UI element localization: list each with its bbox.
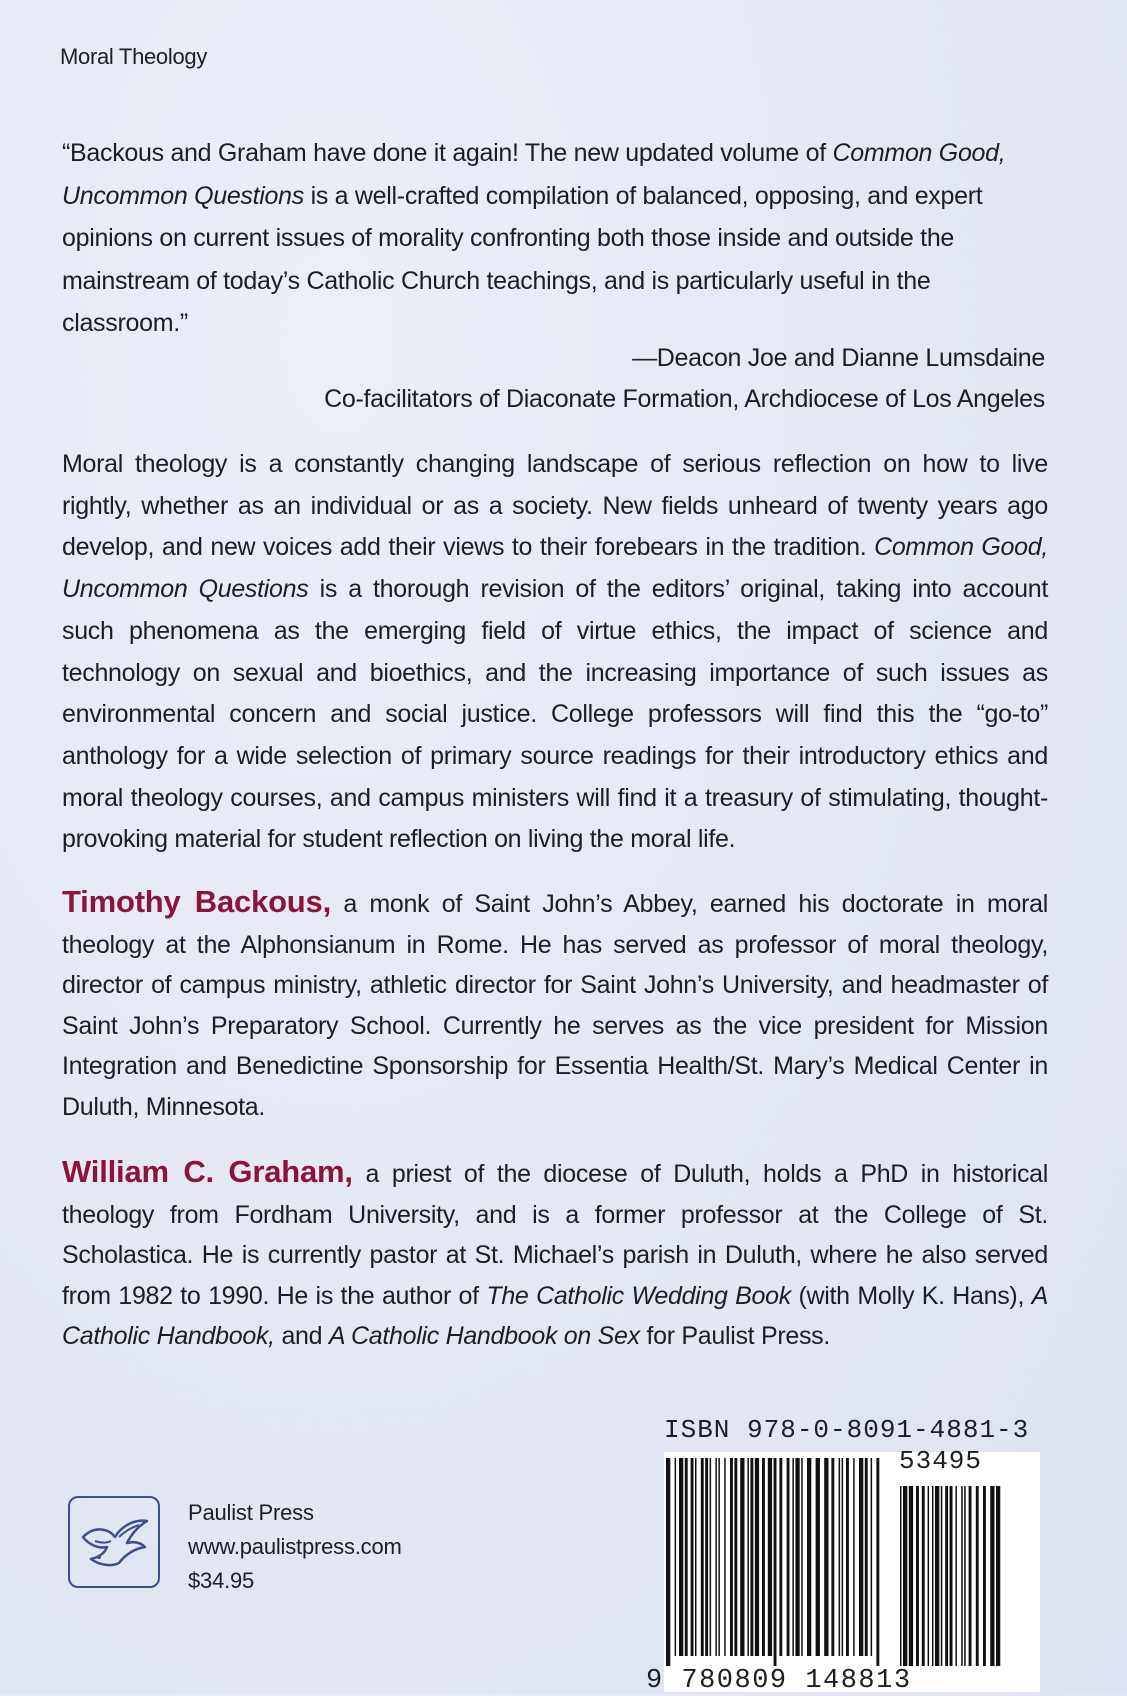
publisher-info: [188, 1496, 402, 1598]
barcode-bar: [779, 1458, 782, 1656]
barcode-bar: [740, 1458, 744, 1656]
addon-price-code: 53495: [898, 1446, 982, 1476]
barcode-bar: [701, 1458, 704, 1656]
barcode-bar: [755, 1458, 759, 1656]
author-bio-text: a monk of Saint John’s Abbey, earned his doctorate in moral theology at the Alphonsianum in Rome. He has served as professor of moral theology, director of campus ministry, athletic director for Saint John’s University, and headmaster of Saint John’s Preparatory School. Currently he serves as the vice president for Mission Integration and Benedictine Sponsorship for Essentia Health/St. Mary’s Medical Center in Duluth, Minnesota.: [62, 890, 1048, 1121]
dove-logo-icon: [68, 1496, 160, 1588]
barcode-bar: [909, 1486, 913, 1666]
quote-book-title: Common Good, Uncommon Questions: [62, 139, 1006, 210]
barcode-bar: [839, 1458, 841, 1656]
barcode-bar: [976, 1486, 979, 1666]
barcode-bar: [853, 1458, 855, 1656]
ean-digits: [646, 1666, 912, 1696]
attribution-name: —Deacon Joe and Dianne Lumsdaine: [632, 344, 1045, 372]
barcode-bar: [865, 1458, 868, 1656]
barcode-bar: [824, 1458, 828, 1656]
author-bio-text: and: [274, 1322, 329, 1350]
book-title: The Catholic Wedding Book: [486, 1281, 791, 1310]
barcode-bar: [932, 1486, 934, 1666]
barcode-bar: [807, 1458, 811, 1656]
barcode-area: [646, 1446, 1040, 1696]
barcode-bar: [734, 1458, 737, 1656]
barcode-bar: [950, 1486, 953, 1666]
barcode-bar: [846, 1458, 849, 1656]
barcode-bar: [762, 1458, 765, 1656]
addon-barcode-bars: [900, 1486, 1000, 1666]
isbn-number: ISBN 978-0-8091-4881-3: [664, 1415, 1030, 1445]
barcode-bar: [691, 1458, 694, 1656]
barcode-bar: [705, 1458, 708, 1656]
barcode-bar: [842, 1458, 844, 1656]
category-label: Moral Theology: [60, 44, 208, 69]
barcode-bar: [718, 1458, 720, 1656]
publisher-url[interactable]: www.paulistpress.com: [188, 1534, 402, 1559]
endorsement-quote: [62, 132, 1048, 345]
author-bio-text: for Paulist Press.: [639, 1322, 831, 1350]
ean-lead-digit: 9: [646, 1666, 664, 1696]
barcode-bar: [710, 1458, 712, 1656]
endorsement-attribution: [324, 338, 1045, 420]
description-text-end: is a thorough revision of the editors’ original, taking into account such phenomena as the emerging field of virtue ethics, the impact of science and technology on sexual and bioethics, and the increasing importance of such issues as environmental concern and social justice. College professors will find this the “go-to” anthology for a wide selection of primary source readings for their introductory ethics and moral theology courses, and campus ministers will find it a treasury of stimulating, thought-provoking material for student reflection on living the moral life.: [62, 575, 1048, 854]
barcode-bar: [983, 1486, 986, 1666]
author-name-backous: Timothy Backous,: [62, 884, 331, 919]
barcode-bar: [795, 1458, 799, 1656]
barcode-bar: [916, 1486, 919, 1666]
barcode-bar: [955, 1486, 957, 1666]
barcode-bar: [831, 1458, 834, 1656]
barcode-bar: [768, 1458, 772, 1656]
description-book-title: Common Good, Uncommon Questions: [62, 533, 1048, 604]
barcode-bar: [724, 1458, 726, 1656]
barcode-bar: [695, 1458, 697, 1656]
publisher-name: Paulist Press: [188, 1500, 314, 1525]
barcode-bar: [871, 1458, 873, 1656]
attribution-title: Co-facilitators of Diaconate Formation, Archdiocese of Los Angeles: [324, 385, 1045, 413]
barcode-bar: [747, 1458, 749, 1656]
barcode-bar: [990, 1486, 994, 1666]
barcode-bar: [675, 1458, 677, 1656]
barcode-bar: [679, 1458, 683, 1656]
author-name-graham: William C. Graham,: [62, 1154, 353, 1189]
barcode-bar: [685, 1458, 688, 1656]
quote-text-start: “Backous and Graham have done it again! The new updated volume of: [62, 139, 833, 167]
author-bio-graham: [62, 1152, 1048, 1357]
barcode-bar: [922, 1486, 925, 1666]
author-bio-backous: [62, 882, 1048, 1127]
barcode-bar: [859, 1458, 863, 1656]
barcode-bar: [730, 1458, 733, 1656]
book-description: [62, 444, 1048, 861]
barcode-bar: [792, 1458, 794, 1656]
barcode-bar: [787, 1458, 790, 1656]
quote-text-end: is a well-crafted compilation of balanced, opposing, and expert opinions on current issues of morality confronting both those inside and outside the mainstream of today’s Catholic Church teachings, and is particularly useful in the classroom.”: [62, 181, 983, 337]
barcode-bar: [666, 1458, 670, 1666]
author-bio-text: a priest of the diocese of Duluth, holds a PhD in historical theology from Fordham University, and is a former professor at the College of St. Scholastica. He is currently pastor at St. Michael’s parish in Duluth, where he also served from 1982 to 1990. He is the author of: [62, 1160, 1049, 1310]
barcode-bar: [945, 1486, 948, 1666]
barcode-bar: [969, 1486, 972, 1666]
barcode-bar: [816, 1458, 820, 1656]
barcode-bar: [715, 1458, 717, 1656]
isbn-barcode: [646, 1414, 1040, 1696]
barcode-bar: [928, 1486, 930, 1666]
barcode-bar: [961, 1486, 963, 1666]
barcode-bar: [774, 1458, 777, 1666]
barcode-bar: [876, 1458, 879, 1666]
description-text-start: Moral theology is a constantly changing landscape of serious reflection on how to live rightly, whether as an individual or as a society. New fields unheard of twenty years ago develop, and new voices add their views to their forebears in the tradition.: [62, 450, 1048, 562]
barcode-bar: [900, 1486, 902, 1666]
barcode-bar: [750, 1458, 753, 1656]
barcode-bar: [964, 1486, 966, 1666]
book-title: A Catholic Handbook on Sex: [328, 1322, 640, 1350]
ean-barcode-bars: [666, 1458, 879, 1666]
ean-left-digits: 780809: [681, 1666, 788, 1696]
barcode-bar: [801, 1458, 803, 1656]
ean-right-digits: 148813: [805, 1666, 912, 1696]
price: $34.95: [188, 1568, 255, 1593]
barcode-bar: [935, 1486, 939, 1666]
barcode-bar: [996, 1486, 1000, 1666]
barcode-bar: [903, 1486, 907, 1666]
book-title: A Catholic Handbook,: [62, 1281, 1048, 1350]
publisher-block: [68, 1496, 402, 1598]
barcode-bar: [941, 1486, 943, 1666]
author-bio-text: (with Molly K. Hans),: [790, 1281, 1032, 1310]
